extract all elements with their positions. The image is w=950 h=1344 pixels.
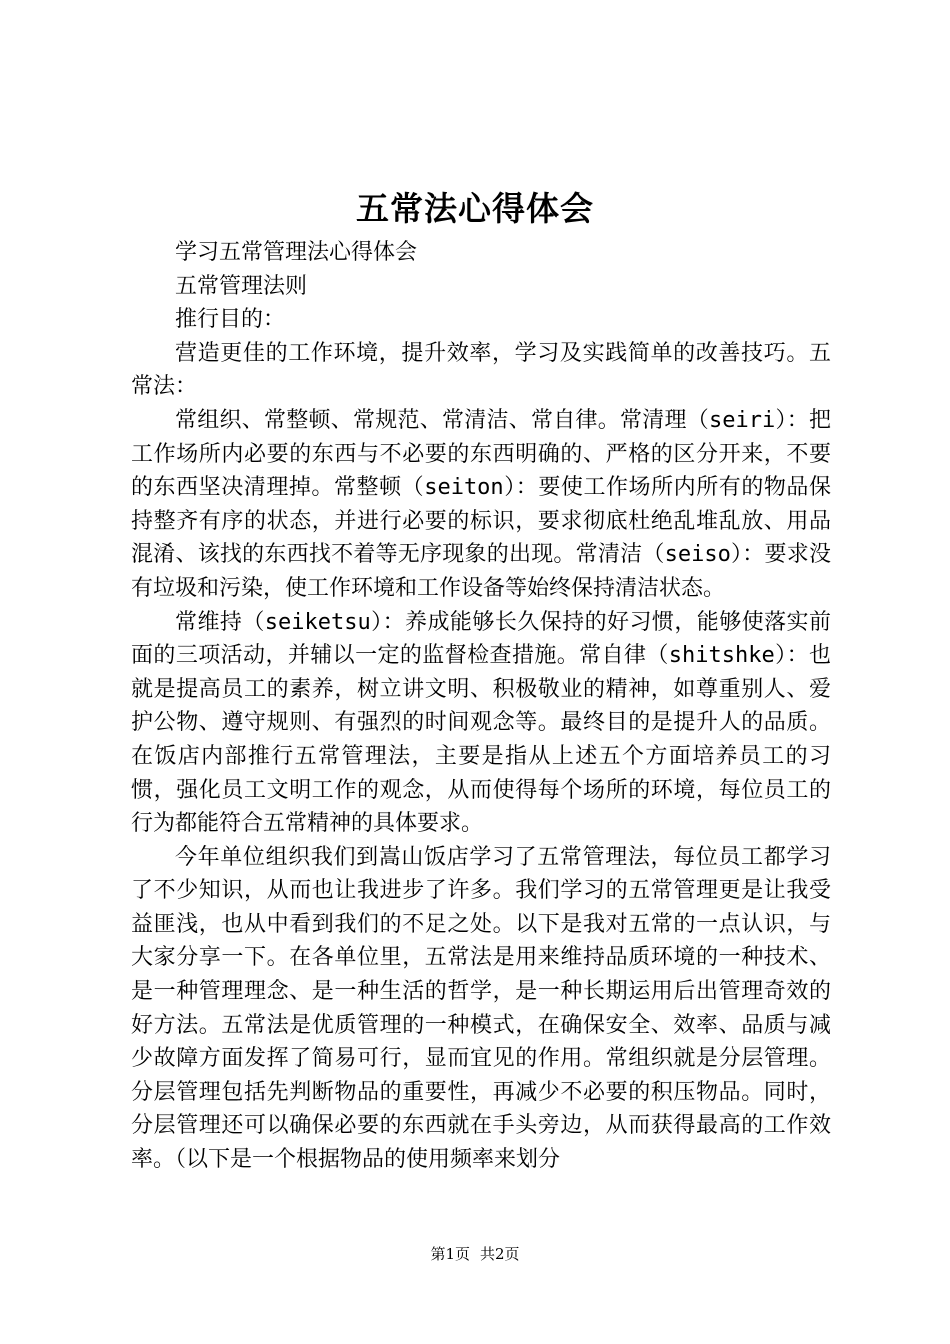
paragraph: 营造更佳的工作环境，提升效率，学习及实践简单的改善技巧。五常法： [131, 340, 831, 400]
page-total: 共2页 [480, 1245, 520, 1263]
paragraph: 常组织、常整顿、常规范、常清洁、常自律。常清理（seiri）：把工作场所内必要的东西与不必要的东西明确的、严格的区分开来，不要的东西坚决清理掉。常整顿（seiton）：要使工作场所内所有的物品保持整齐有序的状态，并进行必要的标识，要求彻底杜绝乱堆乱放、用品混淆、该找的东西找不着等无序现象的出现。常清洁（seiso）：要求没有垃圾和污染，使工作环境和工作设备等始终保持清洁状态。 [131, 407, 831, 601]
page-footer [0, 1244, 950, 1264]
document-title: 五常法心得体会 [356, 189, 594, 228]
paragraph: 常维持（seiketsu）：养成能够长久保持的好习惯，能够使落实前面的三项活动，并辅以一定的监督检查措施。常自律（shitshke）：也就是提高员工的素养，树立讲文明、积极敬业的精神，如尊重别人、爱护公物、遵守规则、有强烈的时间观念等。最终目的是提升人的品质。在饭店内部推行五常管理法，主要是指从上述五个方面培养员工的习惯，强化员工文明工作的观念，从而使得每个场所的环境，每位员工的行为都能符合五常精神的具体要求。 [131, 609, 831, 837]
paragraph: 五常管理法则 [175, 273, 308, 299]
document-body [131, 236, 831, 1177]
paragraph: 学习五常管理法心得体会 [175, 240, 418, 265]
paragraph: 推行目的： [175, 307, 286, 333]
paragraph: 今年单位组织我们到嵩山饭店学习了五常管理法，每位员工都学习了不少知识，从而也让我进步了许多。我们学习的五常管理更是让我受益匪浅，也从中看到我们的不足之处。以下是我对五常的一点认识，与大家分享一下。在各单位里，五常法是用来维持品质环境的一种技术、是一种管理理念、是一种生活的哲学，是一种长期运用后出管理奇效的好方法。五常法是优质管理的一种模式，在确保安全、效率、品质与减少故障方面发挥了简易可行，显而宜见的作用。常组织就是分层管理。分层管理包括先判断物品的重要性，再减少不必要的积压物品。同时，分层管理还可以确保必要的东西就在手头旁边，从而获得最高的工作效率。（以下是一个根据物品的使用频率来划分 [131, 844, 831, 1173]
page-number: 第1页 [430, 1245, 470, 1263]
